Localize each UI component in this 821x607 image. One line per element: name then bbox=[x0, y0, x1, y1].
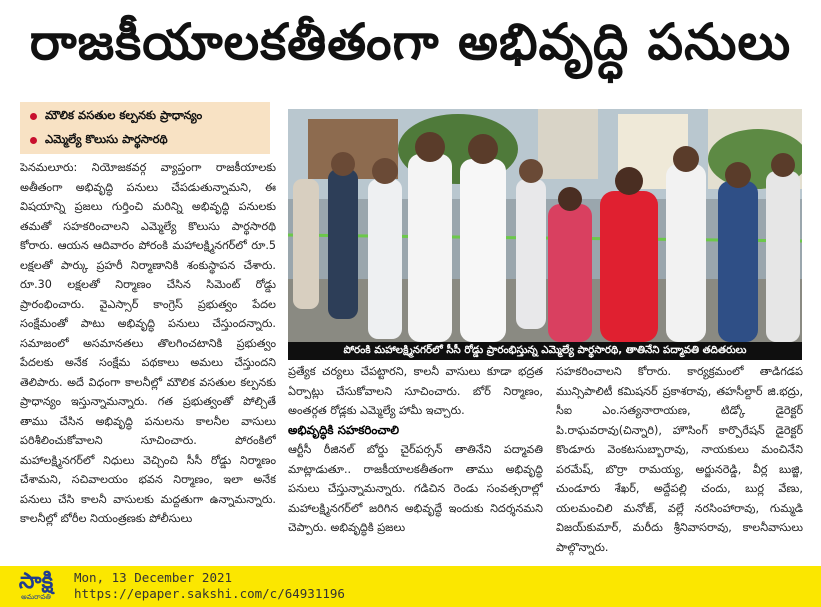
article-subhead: అభివృద్ధికి సహకరించాలి bbox=[288, 422, 400, 437]
logo-text: సాక్షి bbox=[18, 569, 54, 594]
logo-subtext: అమరావతి bbox=[21, 593, 51, 601]
article-paragraph: ప్రత్యేక చర్యలు చేపట్టారని, కాలనీ వాసులు కూడా భద్రత ఏర్పాట్లు చేసుకోవాలని సూచించారు. బోర్ నిర్మాణం, అంతర్గత రోడ్లకు ఎమ్మెల్యే హామీ ఇచ్చారు. bbox=[288, 365, 543, 417]
sakshi-logo bbox=[4, 569, 68, 604]
news-photo bbox=[288, 109, 802, 342]
headline: రాజకీయాలకతీతంగా అభివృద్ధి పనులు bbox=[29, 12, 792, 71]
article-left-column bbox=[20, 158, 276, 558]
article-paragraph: సహకరించాలని కోరారు. కార్యక్రమంలో తాడిగడప మున్సిపాలిటీ కమిషనర్ ప్రకాశరావు, తహసీల్దార్ జి.భద్రు, సీఐ ఎం.సత్యనారాయణ, టిడ్కో డైరెక్టర్ పి.రాఘవరావు(చిన్నారి), హౌసింగ్ కార్పొరేషన్ డైరెక్టర్ కొండూరు వెంకటసుబ్బారావు, నాయకులు మంచినేని పరమేష్, బొర్రా రామయ్య, అర్జునరెడ్డి, వీర్ల బుజ్జి, చుండూరు శేఖర్, అద్దేపల్లి చందు, బుర్ల వేణు, యలమంచిలి మనోజ్, వల్లే నరసింహారావు, గుమ్మడి విజయ్‌కుమార్, మరీదు శ్రీనివాసరావు, కాలనీవాసులు పాల్గొన్నారు. bbox=[556, 365, 803, 554]
highlight-text: ఎమ్మెల్యే కొలుసు పార్థసారథి bbox=[45, 131, 168, 146]
highlight-item bbox=[26, 104, 264, 128]
photo-caption: పోరంకి మహాలక్ష్మినగర్‌లో సీసీ రోడ్డు ప్రారంభిస్తున్న ఎమ్మెల్యే పార్థసారథి, తాతినేని పద్మావతి తదితరులు bbox=[288, 342, 802, 360]
highlights-box bbox=[20, 102, 270, 154]
article-middle-column bbox=[288, 362, 543, 558]
footer-meta bbox=[74, 570, 345, 602]
highlight-text: మౌలిక వసతుల కల్పనకు ప్రాధాన్యం bbox=[45, 107, 203, 122]
highlight-item bbox=[26, 128, 264, 152]
footer-bar bbox=[0, 566, 821, 607]
news-photo-illustration bbox=[288, 109, 802, 342]
epaper-url[interactable]: https://epaper.sakshi.com/c/64931196 bbox=[74, 586, 345, 601]
article-paragraph: ఆర్టీసీ రీజినల్ బోర్డు చైర్‌పర్సన్ తాతినేని పద్మావతి మాట్లాడుతూ.. రాజకీయాలకతీతంగా తాము అభివృద్ధి పనులు చేస్తున్నామన్నారు. గడిచిన రెండు సంవత్సరాల్లో మహాలక్ష్మినగర్‌లో జరిగిన అభివృద్ధే ఇందుకు నిదర్శనమని చెప్పారు. అభివృద్ధికి ప్రజలు bbox=[288, 443, 543, 534]
publication-date: Mon, 13 December 2021 bbox=[74, 570, 233, 585]
bullet-icon bbox=[30, 137, 37, 144]
article-paragraph: పెనమలూరు: నియోజకవర్గ వ్యాప్తంగా రాజకీయాలకు అతీతంగా అభివృద్ధి పనులు చేపడుతున్నామని, ఈ విషయాన్ని ప్రజలు గుర్తించి మరిన్ని అభివృద్ధి పనులకు తమతో సహకరించాలని ఎమ్మెల్యే కొలుసు పార్థసారథి కోరారు. ఆయన ఆదివారం పోరంకి మహాలక్ష్మినగర్‌లో రూ.5 లక్షలతో పార్కు ప్రహరీ నిర్మాణానికి శంకుస్థాపన చేశారు. రూ.30 లక్షలతో నిర్మాణం చేసిన సిమెంట్ రోడ్డు ప్రారంభించారు. వైఎస్సార్ కాంగ్రెస్ ప్రభుత్వం పేదల సంక్షేమంతో పాటు అభివృద్ధి పనులు చేస్తుందన్నారు. సమాజంలో అసమానతలు తొలగించటానికి ప్రభుత్వం పేదలకు అనేక సంక్షేమ పథకాలు అమలు చేస్తుందని తెలిపారు. అదే విధంగా కాలనీల్లో మౌలిక వసతుల కల్పనకు ప్రాధాన్యం ఇస్తున్నామన్నారు. గత ప్రభుత్వంతో పోల్చితే తాము చేసిన అభివృద్ధి పనులను కాలనీల వాసులు పరిశీలించుకోవాలని సూచించారు. పోరంకిలో మహాలక్ష్మినగర్‌లో నిధులు వెచ్చించి సీసీ రోడ్డు నిర్మాణం చేశామని, సచివాలయం భవన నిర్మాణం, ఇలా అనేక పనులు చేసి కాలనీ వాసులకు మద్దతుగా ఉన్నామన్నారు. కాలనీల్లో బోరీల నియంత్రణకు పోలీసులు bbox=[20, 161, 276, 525]
article-right-column bbox=[556, 362, 803, 558]
bullet-icon bbox=[30, 113, 37, 120]
